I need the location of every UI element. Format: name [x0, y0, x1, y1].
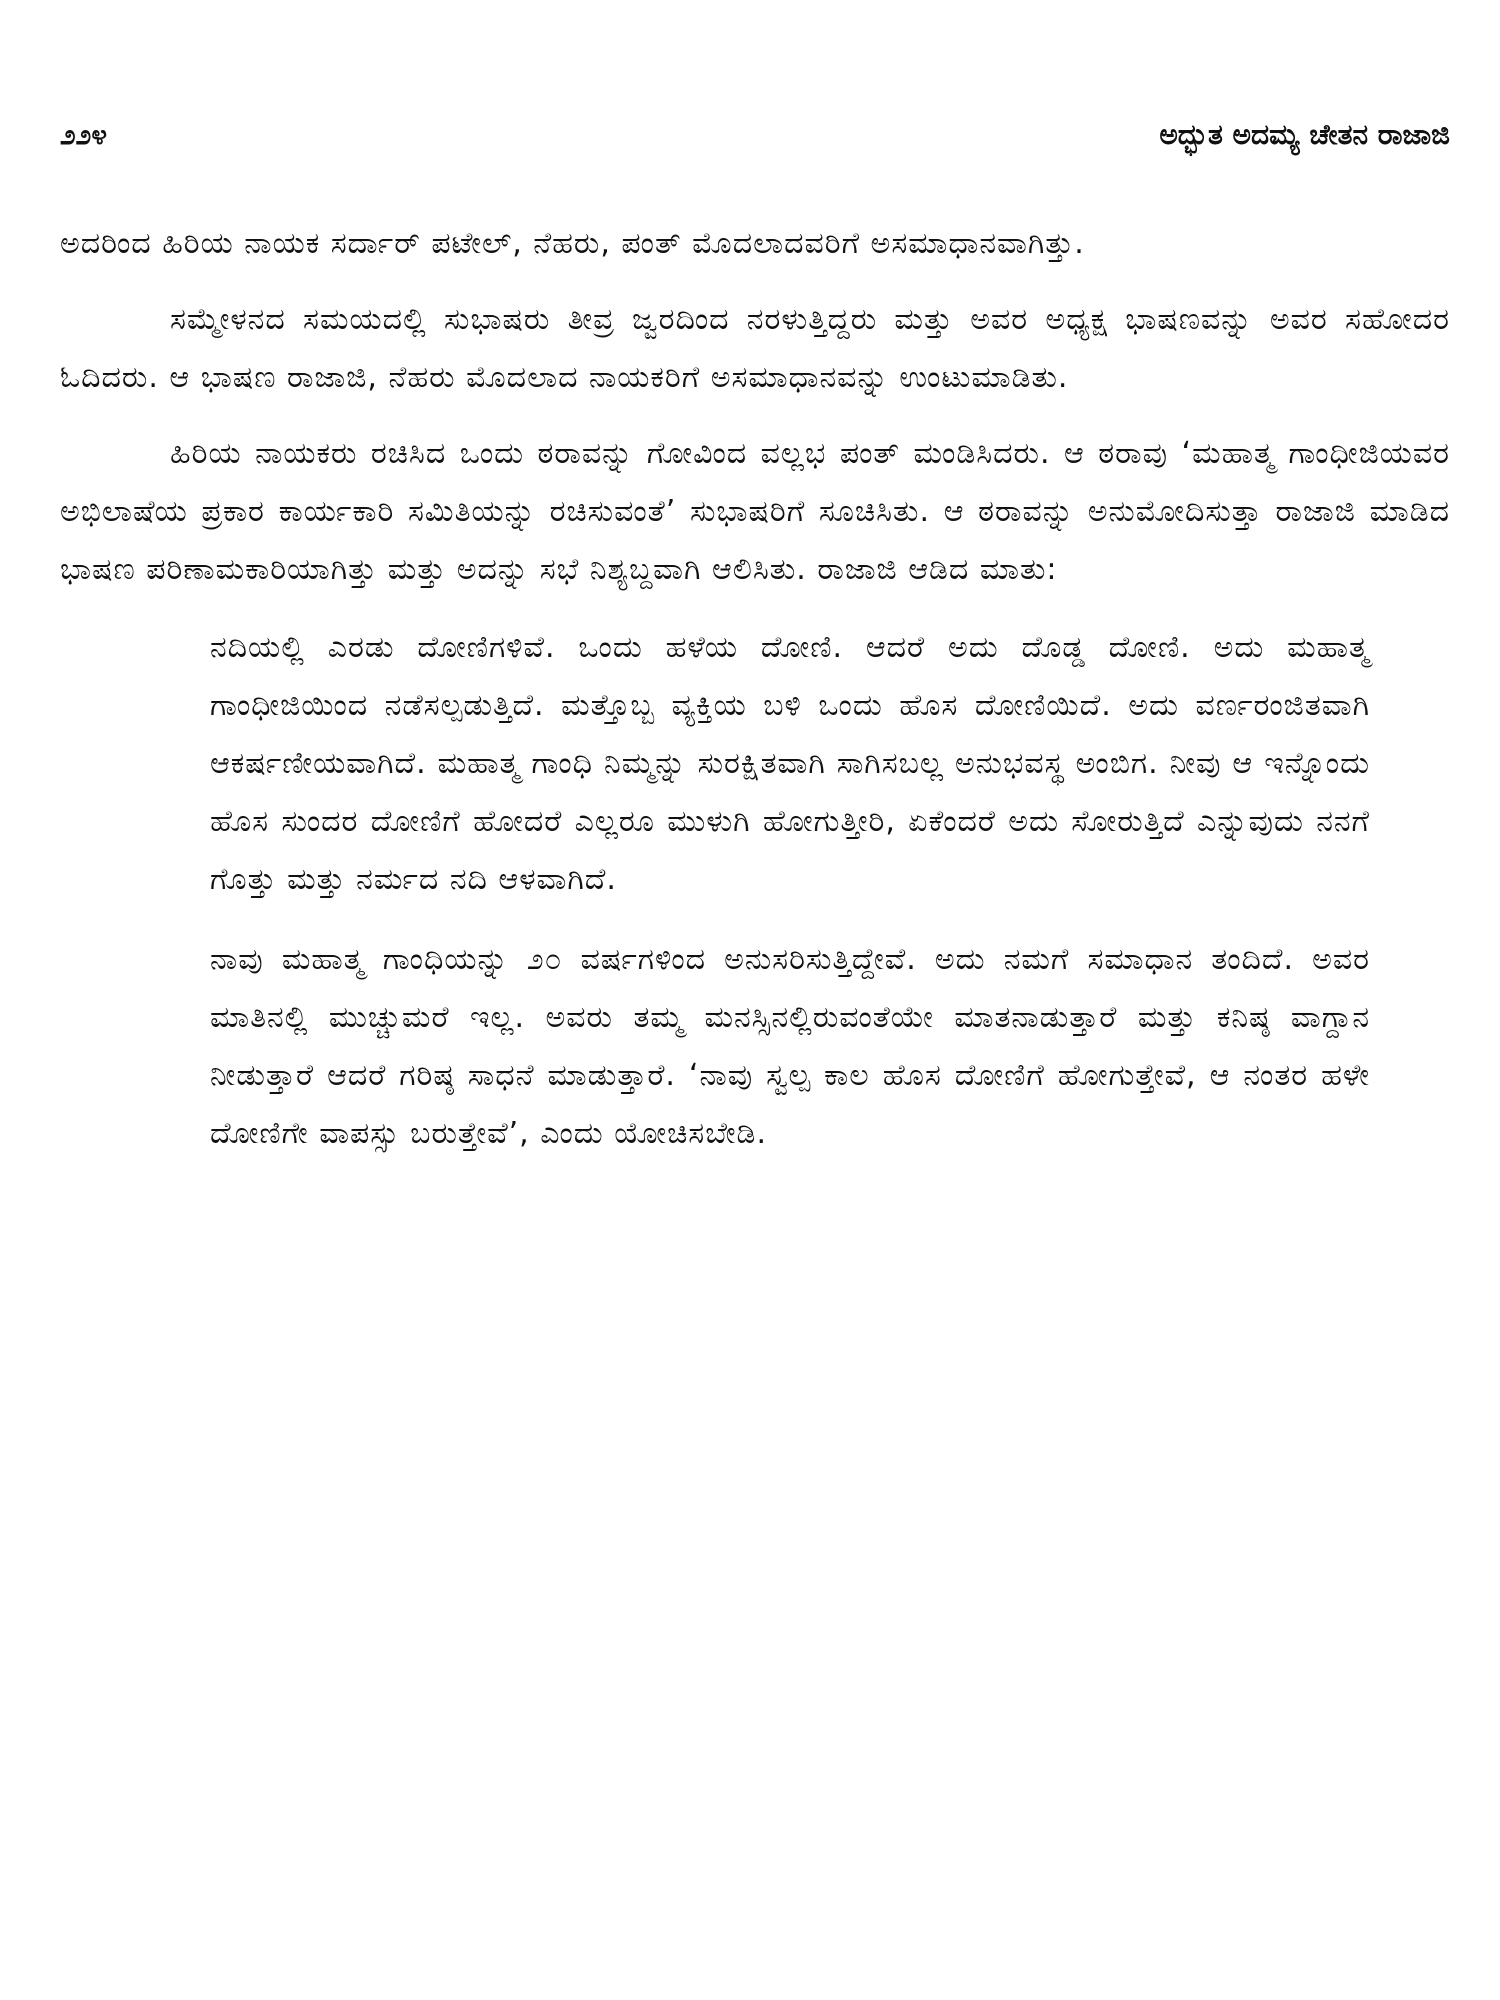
body-text	[60, 215, 1450, 1185]
running-title: ಅದ್ಭುತ ಅದಮ್ಯ ಚೇತನ ರಾಜಾಜಿ	[1159, 118, 1450, 151]
page-number: ೨೨೪	[60, 118, 108, 151]
quote-paragraph: ನದಿಯಲ್ಲಿ ಎರಡು ದೋಣಿಗಳಿವೆ. ಒಂದು ಹಳೆಯ ದೋಣಿ. ಆದರೆ ಅದು ದೊಡ್ಡ ದೋಣಿ. ಅದು ಮಹಾತ್ಮ ಗಾಂಧೀಜಿಯಿಂದ ನಡೆಸಲ್ಪಡುತ್ತಿದೆ. ಮತ್ತೊಬ್ಬ ವ್ಯಕ್ತಿಯ ಬಳಿ ಒಂದು ಹೊಸ ದೋಣಿಯಿದೆ. ಅದು ವರ್ಣರಂಜಿತವಾಗಿ ಆಕರ್ಷಣೀಯವಾಗಿದೆ. ಮಹಾತ್ಮ ಗಾಂಧಿ ನಿಮ್ಮನ್ನು ಸುರಕ್ಷಿತವಾಗಿ ಸಾಗಿಸಬಲ್ಲ ಅನುಭವಸ್ಥ ಅಂಬಿಗ. ನೀವು ಆ ಇನ್ನೊಂದು ಹೊಸ ಸುಂದರ ದೋಣಿಗೆ ಹೋದರೆ ಎಲ್ಲರೂ ಮುಳುಗಿ ಹೋಗುತ್ತೀರಿ, ಏಕೆಂದರೆ ಅದು ಸೋರುತ್ತಿದೆ ಎನ್ನುವುದು ನನಗೆ ಗೊತ್ತು ಮತ್ತು ನರ್ಮದ ನದಿ ಆಳವಾಗಿದೆ.	[210, 630, 1370, 897]
paragraph: ಅದರಿಂದ ಹಿರಿಯ ನಾಯಕ ಸರ್ದಾರ್ ಪಟೇಲ್, ನೆಹರು, ಪಂತ್ ಮೊದಲಾದವರಿಗೆ ಅಸಮಾಧಾನವಾಗಿತ್ತು.	[60, 226, 1085, 261]
paragraph: ಹಿರಿಯ ನಾಯಕರು ರಚಿಸಿದ ಒಂದು ಠರಾವನ್ನು ಗೋವಿಂದ ವಲ್ಲಭ ಪಂತ್ ಮಂಡಿಸಿದರು. ಆ ಠರಾವು ‘ಮಹಾತ್ಮ ಗಾಂಧೀಜಿಯವರ ಅಭಿಲಾಷೆಯ ಪ್ರಕಾರ ಕಾರ್ಯಕಾರಿ ಸಮಿತಿಯನ್ನು ರಚಿಸುವಂತೆ’ ಸುಭಾಷರಿಗೆ ಸೂಚಿಸಿತು. ಆ ಠರಾವನ್ನು ಅನುಮೋದಿಸುತ್ತಾ ರಾಜಾಜಿ ಮಾಡಿದ ಭಾಷಣ ಪರಿಣಾಮಕಾರಿಯಾಗಿತ್ತು ಮತ್ತು ಅದನ್ನು ಸಭೆ ನಿಶ್ಯಬ್ದವಾಗಿ ಆಲಿಸಿತು. ರಾಜಾಜಿ ಆಡಿದ ಮಾತು:	[60, 436, 1450, 587]
block-quote	[210, 619, 1370, 1163]
quote-paragraph: ನಾವು ಮಹಾತ್ಮ ಗಾಂಧಿಯನ್ನು ೨೦ ವರ್ಷಗಳಿಂದ ಅನುಸರಿಸುತ್ತಿದ್ದೇವೆ. ಅದು ನಮಗೆ ಸಮಾಧಾನ ತಂದಿದೆ. ಅವರ ಮಾತಿನಲ್ಲಿ ಮುಚ್ಚುಮರೆ ಇಲ್ಲ. ಅವರು ತಮ್ಮ ಮನಸ್ಸಿನಲ್ಲಿರುವಂತೆಯೇ ಮಾತನಾಡುತ್ತಾರೆ ಮತ್ತು ಕನಿಷ್ಠ ವಾಗ್ದಾನ ನೀಡುತ್ತಾರೆ ಆದರೆ ಗರಿಷ್ಠ ಸಾಧನೆ ಮಾಡುತ್ತಾರೆ. ‘ನಾವು ಸ್ವಲ್ಪ ಕಾಲ ಹೊಸ ದೋಣಿಗೆ ಹೋಗುತ್ತೇವೆ, ಆ ನಂತರ ಹಳೇ ದೋಣಿಗೇ ವಾಪಸ್ಸು ಬರುತ್ತೇವೆ’, ಎಂದು ಯೋಚಿಸಬೇಡಿ.	[210, 942, 1370, 1151]
paragraph: ಸಮ್ಮೇಳನದ ಸಮಯದಲ್ಲಿ ಸುಭಾಷರು ತೀವ್ರ ಜ್ವರದಿಂದ ನರಳುತ್ತಿದ್ದರು ಮತ್ತು ಅವರ ಅಧ್ಯಕ್ಷ ಭಾಷಣವನ್ನು ಅವರ ಸಹೋದರ ಓದಿದರು. ಆ ಭಾಷಣ ರಾಜಾಜಿ, ನೆಹರು ಮೊದಲಾದ ನಾಯಕರಿಗೆ ಅಸಮಾಧಾನವನ್ನು ಉಂಟುಮಾಡಿತು.	[60, 302, 1451, 395]
page-header	[60, 118, 1450, 168]
